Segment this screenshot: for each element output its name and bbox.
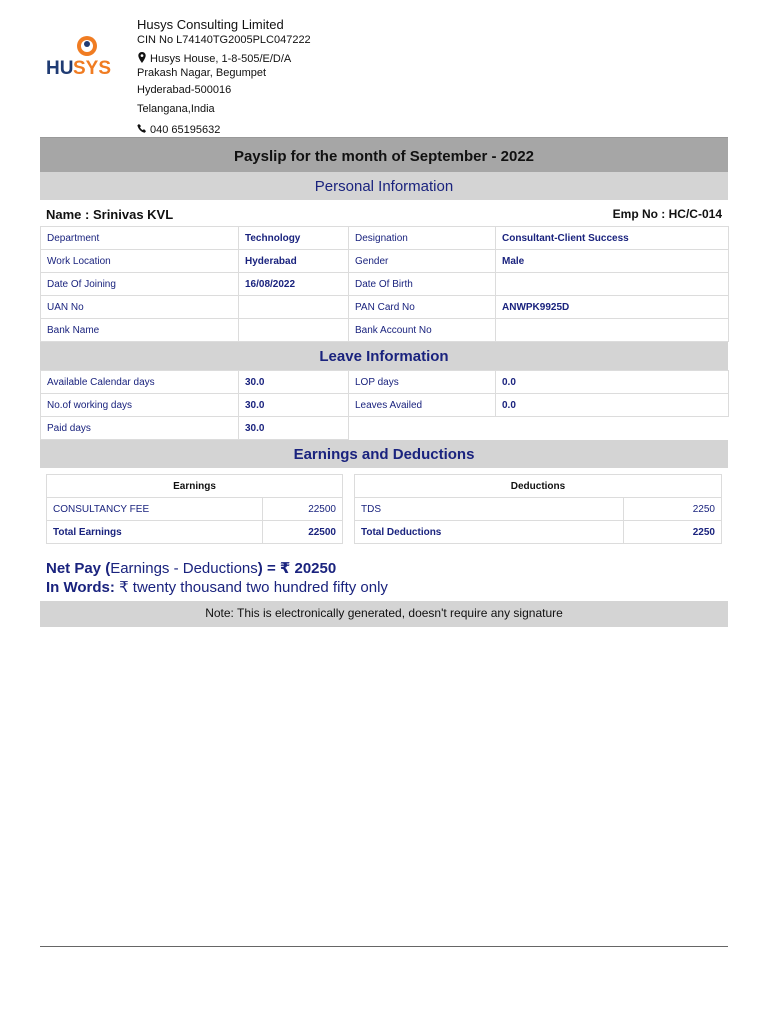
name-row [40, 200, 728, 226]
field-label: LOP days [349, 371, 496, 394]
payslip-box [40, 137, 728, 627]
field-value: Consultant-Client Success [496, 227, 729, 250]
empty-cell [349, 417, 729, 440]
payslip-title: Payslip for the month of September - 2022 [40, 138, 728, 172]
svg-text:SYS: SYS [73, 58, 112, 79]
deductions-table [354, 474, 722, 544]
field-value: 30.0 [239, 371, 349, 394]
earning-label: CONSULTANCY FEE [47, 498, 263, 521]
in-words-label: In Words: [46, 579, 115, 596]
field-label: Gender [349, 250, 496, 273]
net-pay-formula: Earnings - Deductions [110, 560, 258, 577]
footer-note: Note: This is electronically generated, doesn't require any signature [40, 601, 728, 627]
company-header [0, 0, 768, 137]
field-value [239, 319, 349, 342]
table-row [41, 250, 729, 273]
net-pay-words-line [46, 578, 388, 596]
field-label: Department [41, 227, 239, 250]
address-line-4: Telangana,India [137, 103, 215, 115]
field-value: 0.0 [496, 394, 729, 417]
net-pay-label: Net Pay ( [46, 560, 111, 577]
employee-number: Emp No : HC/C-014 [612, 207, 722, 221]
table-row [47, 521, 343, 544]
company-cin: CIN No L74140TG2005PLC047222 [137, 34, 311, 46]
earnings-header: Earnings [47, 475, 343, 498]
phone-icon [137, 123, 147, 134]
net-pay-line [46, 559, 336, 577]
field-value: Hyderabad [239, 250, 349, 273]
field-label: Date Of Joining [41, 273, 239, 296]
field-label: Work Location [41, 250, 239, 273]
field-value: 30.0 [239, 394, 349, 417]
field-value [496, 319, 729, 342]
table-row [41, 296, 729, 319]
address-line-3: Hyderabad-500016 [137, 84, 232, 96]
field-value: ANWPK9925D [496, 296, 729, 319]
deductions-header: Deductions [355, 475, 722, 498]
field-value: Male [496, 250, 729, 273]
table-row [355, 475, 722, 498]
deduction-amount: 2250 [624, 498, 722, 521]
earnings-deductions-heading: Earnings and Deductions [40, 440, 728, 468]
leave-info-heading: Leave Information [40, 342, 728, 370]
field-value [496, 273, 729, 296]
field-label: Available Calendar days [41, 371, 239, 394]
field-value: 0.0 [496, 371, 729, 394]
net-pay-amount: ) = ₹ 20250 [257, 560, 337, 577]
field-label: Designation [349, 227, 496, 250]
earnings-table [46, 474, 343, 544]
field-label: UAN No [41, 296, 239, 319]
deduction-label: TDS [355, 498, 624, 521]
table-row [41, 417, 729, 440]
table-row [41, 227, 729, 250]
personal-info-heading: Personal Information [40, 172, 728, 200]
table-row [47, 498, 343, 521]
company-name: Husys Consulting Limited [137, 17, 284, 32]
field-label: Bank Account No [349, 319, 496, 342]
field-label: Paid days [41, 417, 239, 440]
field-label: PAN Card No [349, 296, 496, 319]
total-earnings-label: Total Earnings [47, 521, 263, 544]
table-row [41, 371, 729, 394]
svg-text:HU: HU [46, 58, 74, 79]
earning-amount: 22500 [263, 498, 343, 521]
address-line-1: Husys House, 1-8-505/E/D/A [137, 52, 291, 65]
total-deductions-amount: 2250 [624, 521, 722, 544]
field-value: Technology [239, 227, 349, 250]
company-phone: 040 65195632 [137, 123, 220, 136]
net-pay-section [40, 553, 728, 601]
location-pin-icon [137, 52, 147, 63]
table-row [41, 394, 729, 417]
table-row [41, 273, 729, 296]
field-value: 16/08/2022 [239, 273, 349, 296]
table-row [41, 319, 729, 342]
total-deductions-label: Total Deductions [355, 521, 624, 544]
total-earnings-amount: 22500 [263, 521, 343, 544]
company-logo [44, 32, 126, 82]
employee-name: Name : Srinivas KVL [46, 207, 174, 222]
field-label: Bank Name [41, 319, 239, 342]
address-line-2: Prakash Nagar, Begumpet [137, 67, 267, 79]
field-value: 30.0 [239, 417, 349, 440]
field-label: Date Of Birth [349, 273, 496, 296]
personal-info-table [40, 226, 729, 342]
net-pay-words: ₹ twenty thousand two hundred fifty only [119, 579, 388, 596]
earnings-deductions-section [40, 468, 728, 553]
field-value [239, 296, 349, 319]
field-label: No.of working days [41, 394, 239, 417]
leave-info-table [40, 370, 729, 440]
table-row [47, 475, 343, 498]
page-footer-divider [40, 946, 728, 947]
field-label: Leaves Availed [349, 394, 496, 417]
table-row [355, 498, 722, 521]
table-row [355, 521, 722, 544]
